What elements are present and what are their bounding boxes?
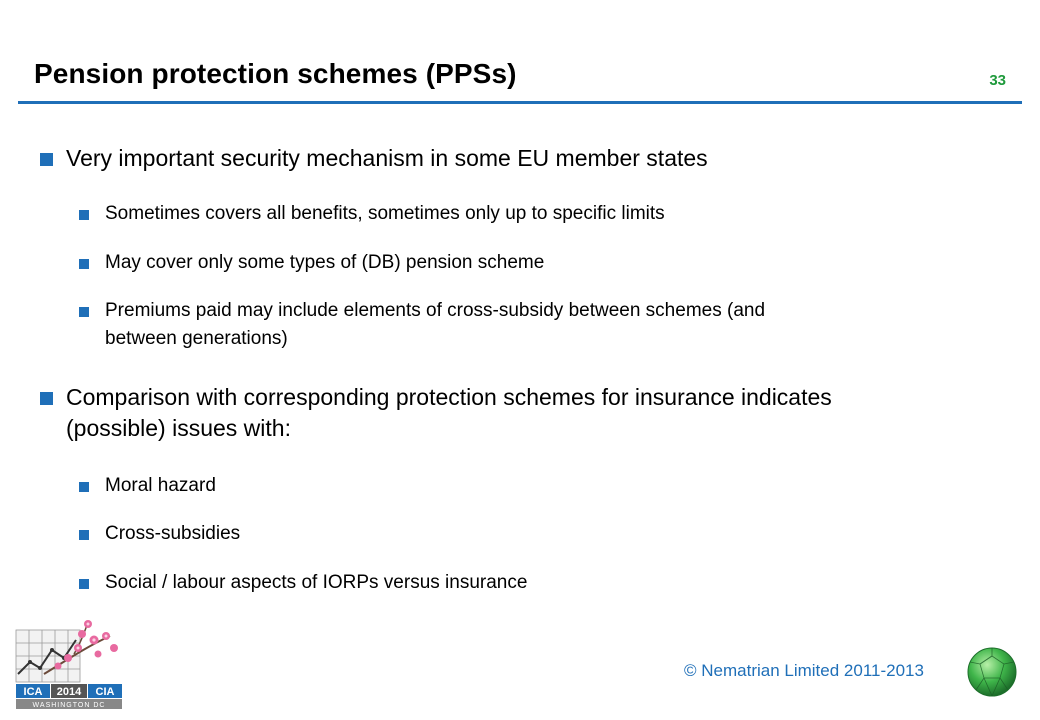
- bullet-level2: Social / labour aspects of IORPs versus insurance: [105, 572, 528, 593]
- bullet-marker: [79, 307, 89, 317]
- bullet-level1: Very important security mechanism in some EU member states: [66, 145, 708, 171]
- nematrian-gem-logo-icon: [966, 646, 1018, 698]
- bullet-level2-line2: between generations): [105, 328, 288, 349]
- bullet-marker: [79, 210, 89, 220]
- logo-text-cia: CIA: [95, 686, 115, 698]
- bullet-level1-line1: Comparison with corresponding protection schemes for insurance indicates: [66, 384, 832, 410]
- copyright-text: © Nematrian Limited 2011-2013: [684, 661, 924, 680]
- bullet-level1-line2: (possible) issues with:: [66, 415, 291, 441]
- bullet-marker: [79, 259, 89, 269]
- logo-text-year: 2014: [56, 686, 82, 698]
- slide-title: Pension protection schemes (PPSs): [34, 58, 517, 89]
- bullet-marker: [40, 153, 53, 166]
- bullet-marker: [79, 530, 89, 540]
- bullet-level2: Cross-subsidies: [105, 523, 241, 544]
- title-divider: [18, 101, 1022, 104]
- slide-number: 33: [989, 72, 1006, 89]
- bullet-marker: [79, 482, 89, 492]
- bullet-marker: [79, 579, 89, 589]
- ica-2014-logo-icon: [14, 614, 126, 710]
- bullet-level2: May cover only some types of (DB) pension scheme: [105, 252, 545, 273]
- bullet-level2: Moral hazard: [105, 475, 216, 496]
- bullet-level2-line1: Premiums paid may include elements of cross-subsidy between schemes (and: [105, 300, 766, 321]
- logo-text-ica: ICA: [23, 686, 43, 698]
- bullet-level2: Sometimes covers all benefits, sometimes only up to specific limits: [105, 203, 665, 224]
- bullet-marker: [40, 392, 53, 405]
- logo-text-city: WASHINGTON DC: [32, 702, 106, 709]
